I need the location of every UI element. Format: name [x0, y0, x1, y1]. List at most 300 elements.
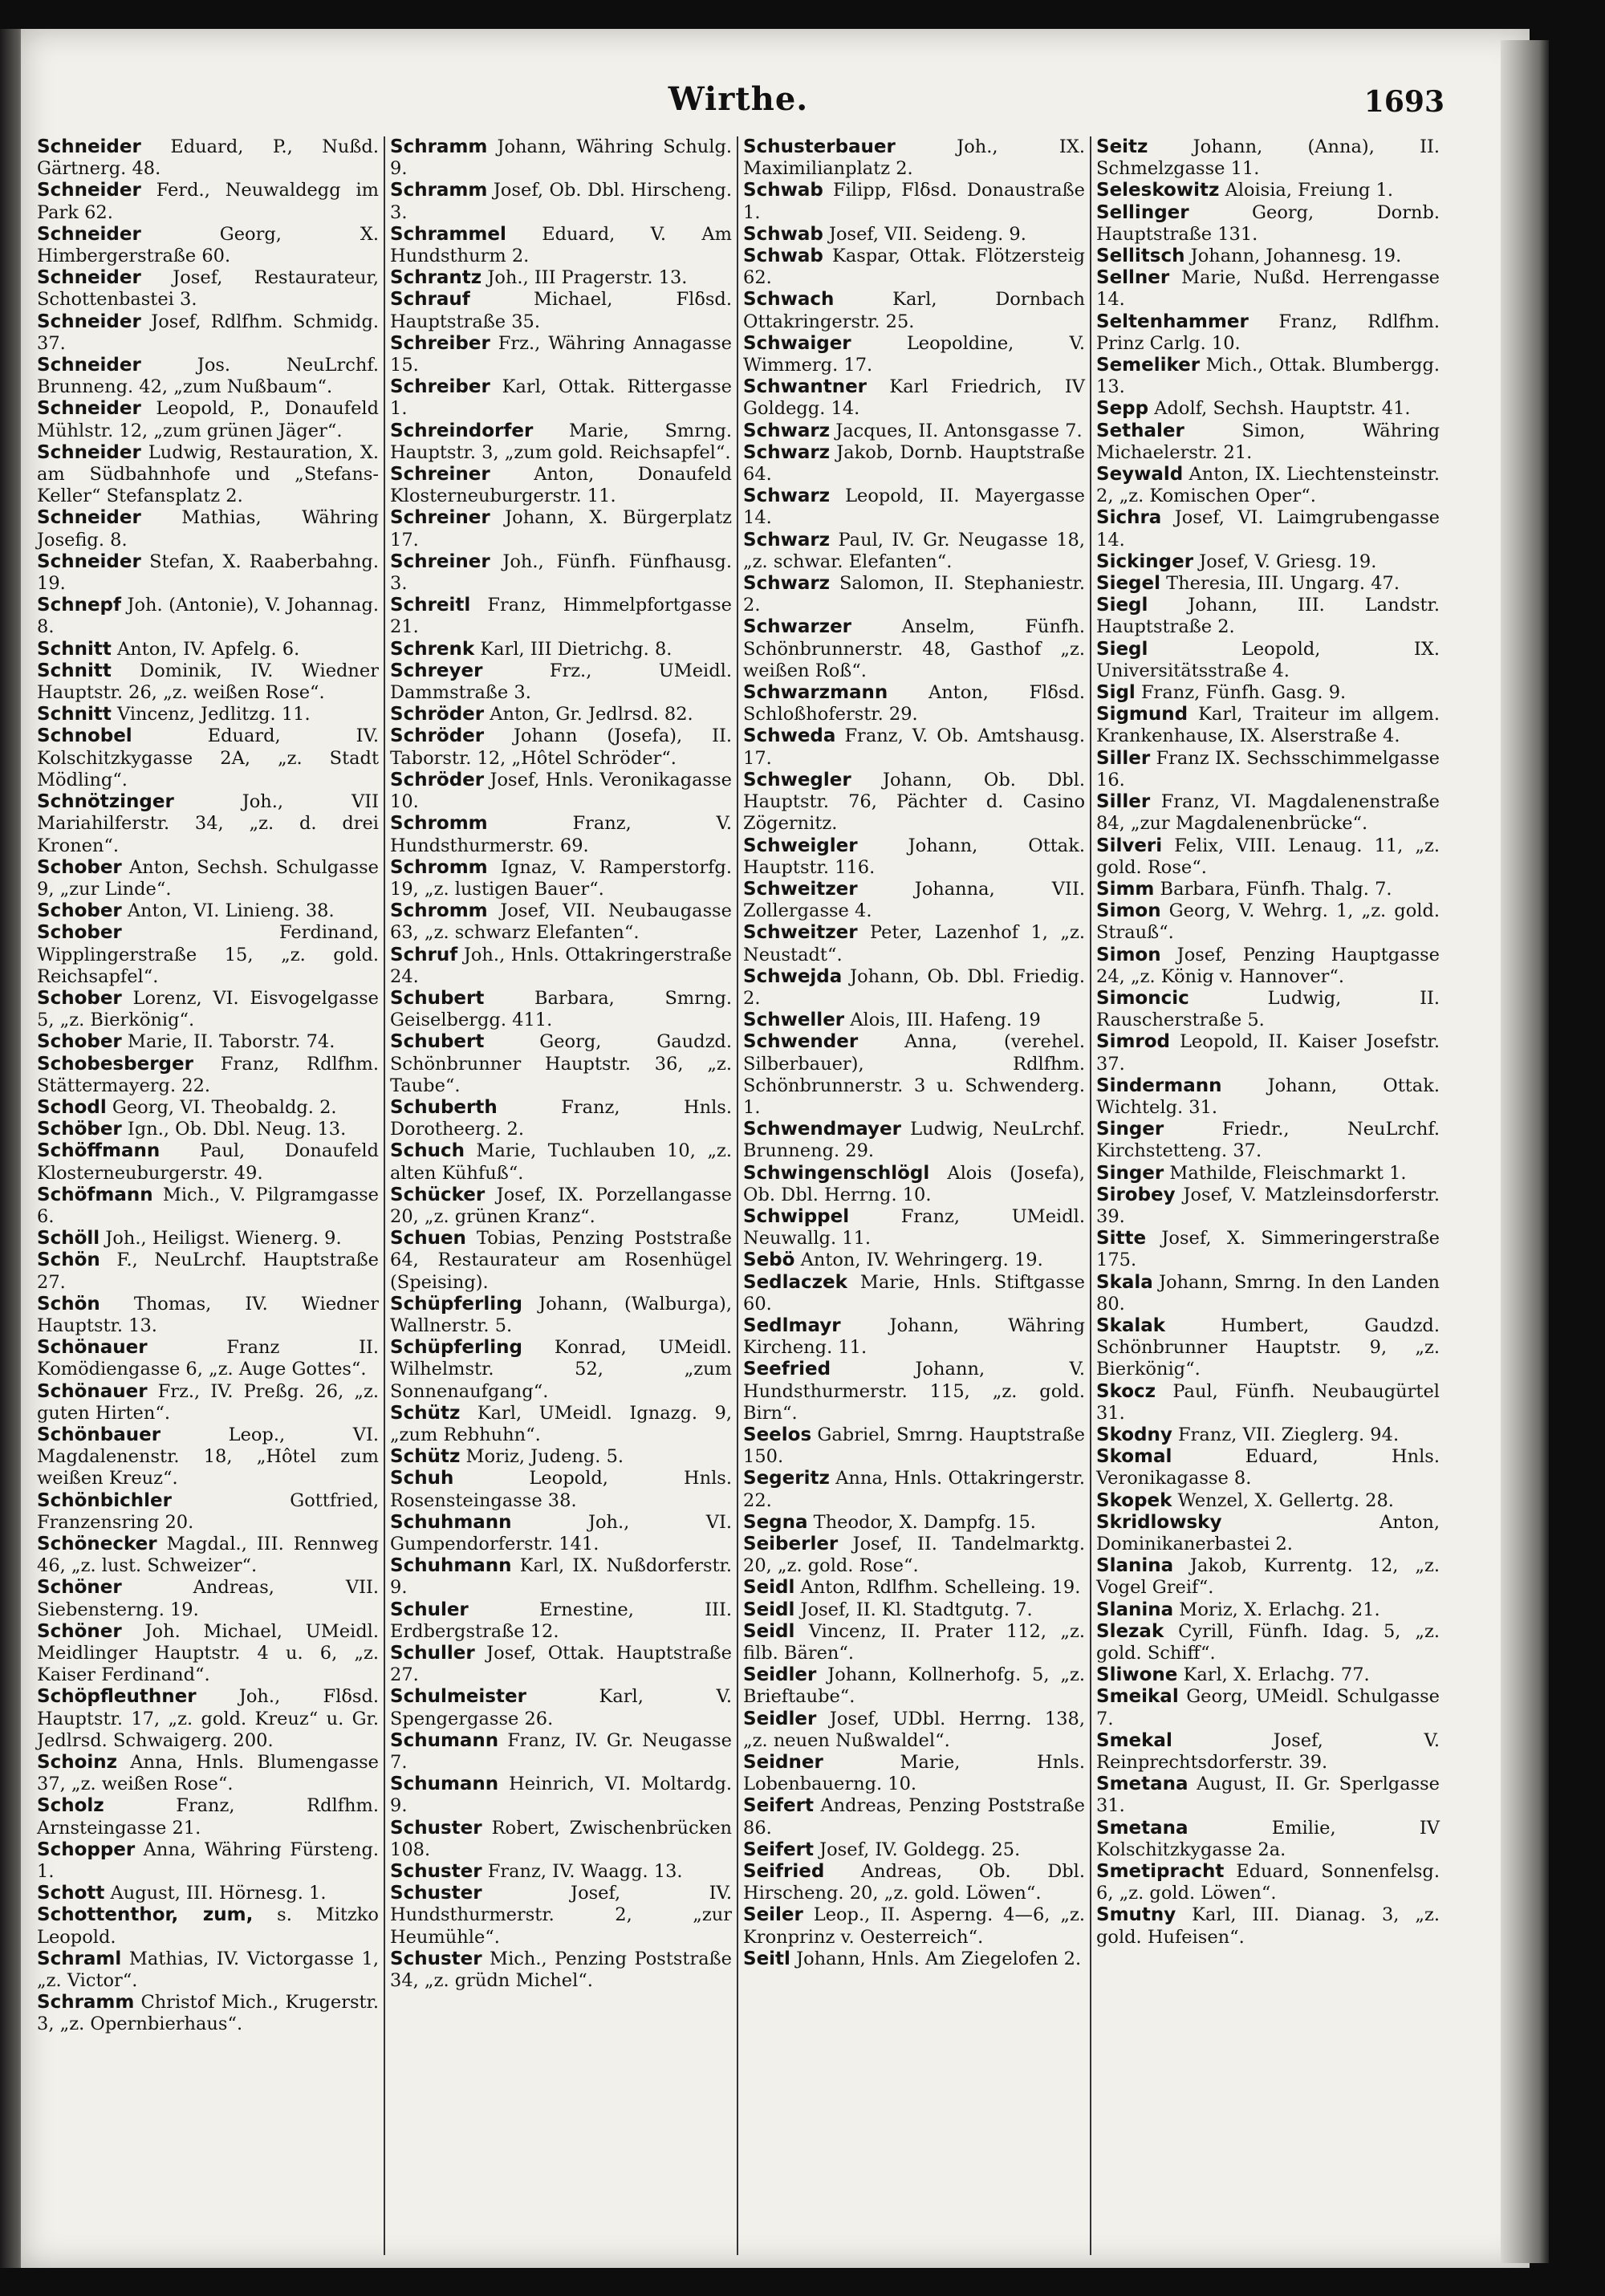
entry-surname: Schreiner — [390, 464, 490, 486]
entry-details: Anton, Flδsd. Schloßhoferstr. 29. — [743, 682, 1085, 725]
entry-surname: Seidl — [743, 1599, 795, 1620]
entry-details: Franz, Rdlfhm. Stättermayerg. 22. — [37, 1053, 379, 1096]
entry-surname: Schodl — [37, 1096, 107, 1118]
directory-entry — [37, 1337, 379, 1380]
entry-details: Frz., IV. Preßg. 26, „z. guten Hirten“. — [37, 1380, 379, 1424]
entry-details: Joh., IX. Maximilianplatz 2. — [743, 136, 1085, 180]
entry-surname: Schröder — [390, 704, 485, 725]
entry-surname: Skocz — [1096, 1380, 1156, 1402]
directory-entry — [1096, 1904, 1440, 1948]
entry-surname: Schuller — [390, 1643, 475, 1664]
directory-entry — [1096, 595, 1440, 638]
directory-entry — [1096, 1861, 1440, 1904]
entry-details: Marie, Smrng. Hauptstr. 3, „zum gold. Reichsapfel“. — [390, 420, 732, 463]
directory-entry — [743, 376, 1085, 420]
entry-surname: Schöpfleuthner — [37, 1686, 197, 1708]
entry-surname: Schott — [37, 1883, 105, 1904]
entry-surname: Schön — [37, 1250, 100, 1271]
directory-entry — [390, 1730, 732, 1774]
entry-surname: Sellner — [1096, 267, 1170, 289]
directory-entry — [390, 507, 732, 551]
directory-entry — [1096, 464, 1440, 507]
directory-entry — [743, 966, 1085, 1010]
entry-details: Franz, UMeidl. Neuwallg. 11. — [743, 1205, 1085, 1250]
entry-details: Josef, Ottak. Hauptstraße 27. — [390, 1643, 732, 1686]
entry-surname: Schreiner — [390, 507, 490, 529]
entry-details: Leopoldine, V. Wimmerg. 17. — [743, 332, 1085, 376]
entry-details: Joh. Michael, UMeidl. Meidlinger Hauptstr. 4 u. 6, „z. Kaiser Ferdinand“. — [37, 1620, 379, 1686]
entry-details: Ernestine, III. Erdbergstraße 12. — [390, 1599, 732, 1642]
entry-surname: Schneider — [37, 223, 141, 245]
entry-surname: Schweitzer — [743, 922, 858, 944]
entry-surname: Schreiber — [390, 376, 490, 398]
entry-details: Vincenz, Jedlitzg. 11. — [111, 704, 311, 725]
directory-entry — [743, 442, 1085, 486]
entry-details: Franz, Rdlfhm. Prinz Carlg. 10. — [1096, 311, 1440, 354]
entry-surname: Schwarzmann — [743, 682, 888, 704]
entry-details: Anton, IX. Liechtensteinstr. 2, „z. Komischen Oper“. — [1096, 464, 1440, 507]
entry-surname: Schwegler — [743, 769, 851, 790]
entry-surname: Schubert — [390, 1031, 485, 1053]
entry-details: Mich., Ottak. Blumbergg. 13. — [1096, 355, 1440, 398]
directory-entry — [1096, 311, 1440, 355]
directory-entry — [743, 333, 1085, 376]
entry-details: Anton, Gr. Jedlrsd. 82. — [484, 704, 693, 725]
entry-details: Franz, Himmelpfortgasse 21. — [390, 595, 732, 638]
entry-details: Franz, Fünfh. Gasg. 9. — [1135, 682, 1347, 704]
entry-details: Josef, Restaurateur, Schottenbastei 3. — [37, 267, 379, 311]
directory-entry — [1096, 1228, 1440, 1271]
entry-details: Emilie, IV Kolschitzkygasse 2a. — [1096, 1817, 1440, 1860]
directory-entry — [743, 1315, 1085, 1359]
entry-surname: Schuster — [390, 1861, 482, 1883]
entry-details: Karl, IX. Nußdorferstr. 9. — [390, 1555, 732, 1599]
entry-surname: Sebö — [743, 1250, 795, 1271]
directory-entry — [390, 464, 732, 507]
entry-surname: Sitte — [1096, 1228, 1147, 1250]
entry-surname: Sichra — [1096, 507, 1162, 529]
directory-entry — [37, 1294, 379, 1337]
directory-entry — [743, 1163, 1085, 1206]
entry-details: Eduard, Sonnenfelsg. 6, „z. gold. Löwen“. — [1096, 1861, 1440, 1904]
entry-surname: Schramm — [390, 136, 488, 157]
directory-entry — [1096, 180, 1440, 201]
entry-details: Josef, VI. Laimgrubengasse 14. — [1096, 507, 1440, 551]
entry-details: Johann, V. Hundsthurmerstr. 115, „z. gold. Birn“. — [743, 1359, 1085, 1424]
entry-surname: Seleskowitz — [1096, 180, 1220, 201]
entry-details: Ignaz, V. Ramperstorfg. 19, „z. lustigen Bauer“. — [390, 856, 732, 900]
directory-entry — [390, 1446, 732, 1468]
entry-details: Johann, Johannesg. 19. — [1184, 246, 1402, 267]
entry-details: Theodor, X. Dampfg. 15. — [807, 1511, 1036, 1533]
directory-entry — [1096, 1555, 1440, 1599]
entry-details: Johann, Ob. Dbl. Hauptstr. 76, Pächter d. Casino Zögernitz. — [743, 769, 1085, 835]
entry-details: Leopold, Hnls. Rosensteingasse 38. — [390, 1468, 732, 1511]
entry-details: Eduard, Hnls. Veronikagasse 8. — [1096, 1446, 1440, 1489]
entry-details: Johann, Kollnerhofg. 5, „z. Brieftaube“. — [743, 1664, 1085, 1708]
entry-surname: Schramm — [37, 1992, 135, 2014]
directory-entry — [390, 1097, 732, 1140]
entry-details: Marie, Hnls. Lobenbauerng. 10. — [743, 1752, 1085, 1795]
entry-details: Josef, Rdlfhm. Schmidg. 37. — [37, 311, 379, 354]
entry-details: Joh., III Pragerstr. 13. — [482, 267, 688, 289]
entry-details: Joh., Hnls. Ottakringerstraße 24. — [390, 944, 732, 987]
directory-entry — [390, 1228, 732, 1294]
entry-surname: Schröder — [390, 769, 485, 790]
entry-details: Georg, Dornb. Hauptstraße 131. — [1096, 201, 1440, 245]
directory-entry — [1096, 1424, 1440, 1446]
directory-entry — [390, 725, 732, 769]
directory-entry — [390, 704, 732, 725]
directory-entry — [1096, 421, 1440, 464]
entry-details: Josef, Ob. Dbl. Hirscheng. 3. — [390, 180, 732, 223]
directory-entry — [743, 1359, 1085, 1424]
directory-entry — [390, 421, 732, 464]
entry-details: Ferdinand, Wipplingerstraße 15, „z. gold. Reichsapfel“. — [37, 922, 379, 987]
entry-details: Anton, IV. Wehringerg. 19. — [794, 1250, 1043, 1271]
directory-entry — [390, 333, 732, 376]
entry-surname: Seidler — [743, 1708, 817, 1729]
entry-details: Josef, IV. Goldegg. 25. — [814, 1839, 1021, 1860]
entry-details: Adolf, Sechsh. Hauptstr. 41. — [1148, 398, 1411, 420]
entry-details: Eduard, V. Am Hundsthurm 2. — [390, 223, 732, 267]
directory-entry — [743, 835, 1085, 879]
directory-entry — [390, 1140, 732, 1184]
entry-details: Johann, III. Landstr. Hauptstraße 2. — [1096, 595, 1440, 638]
entry-details: Josef, VII. Seideng. 9. — [823, 223, 1026, 245]
entry-details: Josef, VII. Neubaugasse 63, „z. schwarz Elefanten“. — [390, 900, 732, 944]
entry-details: Anna, Hnls. Blumengasse 37, „z. weißen Rose“. — [37, 1752, 379, 1795]
directory-entry — [1096, 551, 1440, 573]
entry-surname: Schnobel — [37, 725, 132, 747]
entry-surname: Schnötzinger — [37, 791, 174, 813]
directory-entry — [37, 900, 379, 922]
entry-details: Marie, Hnls. Stiftgasse 60. — [743, 1271, 1085, 1315]
directory-entry — [37, 725, 379, 791]
entry-surname: Schuster — [390, 1948, 482, 1969]
directory-entry — [743, 1861, 1085, 1904]
entry-surname: Slezak — [1096, 1620, 1164, 1642]
entry-surname: Schuch — [390, 1140, 465, 1162]
directory-entry — [390, 376, 732, 420]
entry-details: Josef, V. Reinprechtsdorferstr. 39. — [1096, 1729, 1440, 1774]
entry-details: Anselm, Fünfh. Schönbrunnerstr. 48, Gasthof „z. weißen Roß“. — [743, 616, 1085, 681]
entry-surname: Schön — [37, 1293, 100, 1315]
entry-details: Franz, V. Hundsthurmerstr. 69. — [390, 813, 732, 856]
directory-entry — [743, 1795, 1085, 1839]
directory-entry — [37, 224, 379, 267]
entry-details: Paul, IV. Gr. Neugasse 18, „z. schwar. Elefanten“. — [743, 529, 1085, 572]
directory-entry — [1096, 1621, 1440, 1664]
directory-entry — [37, 595, 379, 638]
directory-entry — [743, 289, 1085, 332]
entry-details: Marie, II. Taborstr. 74. — [121, 1031, 335, 1053]
entry-surname: Schuhmann — [390, 1555, 512, 1577]
entry-surname: Simon — [1096, 900, 1161, 922]
directory-entry — [743, 682, 1085, 725]
directory-entry — [37, 507, 379, 551]
directory-entry — [390, 1512, 732, 1555]
directory-entry — [743, 573, 1085, 616]
entry-details: Karl, III Dietrichg. 8. — [474, 638, 672, 660]
entry-surname: Silveri — [1096, 835, 1163, 856]
entry-details: Franz, VI. Magdalenenstraße 84, „zur Magdalenenbrücke“. — [1096, 791, 1440, 835]
entry-details: Mich., V. Pilgramgasse 6. — [37, 1184, 379, 1227]
entry-surname: Seitl — [743, 1948, 790, 1969]
directory-entry — [390, 595, 732, 638]
entry-surname: Simrod — [1096, 1031, 1171, 1053]
entry-surname: Schöfmann — [37, 1184, 153, 1205]
entry-surname: Smetipracht — [1096, 1861, 1225, 1883]
entry-details: Moriz, Judeng. 5. — [460, 1446, 624, 1468]
directory-columns — [32, 136, 1444, 2255]
entry-details: Johann, (Walburga), Wallnerstr. 5. — [390, 1293, 732, 1336]
entry-surname: Schwab — [743, 223, 823, 245]
directory-entry — [743, 616, 1085, 682]
directory-entry — [37, 1119, 379, 1140]
directory-entry — [743, 1031, 1085, 1119]
entry-details: Josef, II. Kl. Stadtgutg. 7. — [794, 1599, 1033, 1620]
entry-details: Alois (Josefa), Ob. Dbl. Herrng. 10. — [743, 1162, 1085, 1205]
entry-details: Anton, Donaufeld Klosterneuburgerstr. 11. — [390, 464, 732, 507]
directory-entry — [1096, 835, 1440, 879]
directory-entry — [1096, 246, 1440, 267]
directory-entry — [37, 1883, 379, 1904]
entry-details: Georg, VI. Theobaldg. 2. — [106, 1096, 337, 1118]
directory-entry — [390, 1337, 732, 1403]
entry-details: Friedr., NeuLrchf. Kirchstetteng. 37. — [1096, 1119, 1440, 1162]
directory-entry — [390, 1774, 732, 1817]
directory-entry — [1096, 398, 1440, 420]
directory-entry — [743, 1010, 1085, 1031]
directory-entry — [37, 1795, 379, 1839]
entry-surname: Sedlaczek — [743, 1271, 847, 1293]
entry-surname: Smetana — [1096, 1817, 1189, 1839]
directory-entry — [390, 1294, 732, 1337]
page-header — [32, 80, 1444, 128]
entry-surname: Schober — [37, 856, 122, 878]
directory-entry — [1096, 202, 1440, 246]
directory-entry — [743, 1752, 1085, 1795]
entry-details: Aloisia, Freiung 1. — [1219, 180, 1394, 201]
entry-surname: Schweller — [743, 1010, 845, 1031]
directory-entry — [390, 945, 732, 988]
entry-details: Gottfried, Franzensring 20. — [37, 1489, 379, 1533]
entry-surname: Schruf — [390, 944, 458, 965]
entry-surname: Schönauer — [37, 1380, 148, 1402]
entry-details: s. Mitzko Leopold. — [37, 1904, 379, 1948]
entry-details: Karl Friedrich, IV Goldegg. 14. — [743, 376, 1085, 420]
directory-entry — [390, 1883, 732, 1949]
entry-details: Georg, X. Himbergerstraße 60. — [37, 223, 379, 267]
entry-details: Ludwig, II. Rauscherstraße 5. — [1096, 987, 1440, 1031]
directory-entry — [1096, 1272, 1440, 1315]
directory-entry — [743, 725, 1085, 769]
directory-entry — [1096, 355, 1440, 398]
directory-entry — [37, 1904, 379, 1948]
column-1 — [32, 136, 385, 2255]
entry-surname: Smutny — [1096, 1904, 1176, 1926]
directory-entry — [37, 660, 379, 704]
entry-surname: Sirobey — [1096, 1184, 1176, 1205]
entry-details: Franz, Hnls. Dorotheerg. 2. — [390, 1096, 732, 1140]
entry-surname: Seifert — [743, 1839, 814, 1860]
entry-surname: Smeikal — [1096, 1686, 1179, 1708]
entry-details: Josef, X. Simmeringerstraße 175. — [1096, 1228, 1440, 1271]
directory-entry — [743, 1206, 1085, 1250]
entry-surname: Schwendmayer — [743, 1119, 901, 1140]
directory-entry — [37, 857, 379, 900]
entry-details: Marie, Nußd. Herrengasse 14. — [1096, 267, 1440, 311]
entry-details: Dominik, IV. Wiedner Hauptstr. 26, „z. weißen Rose“. — [37, 660, 379, 704]
directory-entry — [1096, 1185, 1440, 1228]
entry-surname: Schöber — [37, 1119, 122, 1140]
directory-entry — [743, 486, 1085, 529]
entry-details: Karl, V. Spengergasse 26. — [390, 1686, 732, 1729]
entry-details: Tobias, Penzing Poststraße 64, Restaurateur am Rosenhügel (Speising). — [390, 1228, 732, 1293]
entry-surname: Schober — [37, 987, 122, 1009]
entry-details: Joh., Heiligst. Wienerg. 9. — [100, 1228, 342, 1250]
directory-entry — [37, 442, 379, 508]
entry-surname: Siegl — [1096, 595, 1148, 616]
entry-surname: Schromm — [390, 856, 488, 878]
entry-surname: Seifert — [743, 1795, 814, 1817]
entry-surname: Schreindorfer — [390, 420, 534, 441]
directory-entry — [743, 421, 1085, 442]
entry-surname: Skomal — [1096, 1446, 1172, 1468]
entry-details: Anna, Hnls. Ottakringerstr. 22. — [743, 1468, 1085, 1511]
directory-entry — [37, 267, 379, 311]
entry-details: Franz, VII. Zieglerg. 94. — [1172, 1424, 1400, 1445]
directory-entry — [743, 1621, 1085, 1664]
entry-details: Georg, V. Wehrg. 1, „z. gold. Strauß“. — [1096, 900, 1440, 944]
entry-details: Joh. (Antonie), V. Johannag. 8. — [37, 595, 379, 638]
entry-surname: Schneider — [37, 267, 141, 289]
directory-entry — [1096, 1512, 1440, 1555]
entry-surname: Schwarz — [743, 486, 831, 507]
entry-details: Cyrill, Fünfh. Idag. 5, „z. gold. Schiff“. — [1096, 1620, 1440, 1664]
directory-entry — [390, 857, 732, 900]
entry-details: Andreas, VII. Siebensterng. 19. — [37, 1577, 379, 1620]
entry-details: Johann, Ottak. Wichtelg. 31. — [1096, 1075, 1440, 1118]
entry-details: Anton, Rdlfhm. Schelleing. 19. — [794, 1577, 1081, 1599]
directory-entry — [1096, 1774, 1440, 1817]
entry-details: Johann, Ob. Dbl. Friedig. 2. — [743, 965, 1085, 1009]
entry-surname: Schneider — [37, 441, 141, 463]
entry-surname: Schröder — [390, 725, 485, 747]
entry-details: Gabriel, Smrng. Hauptstraße 150. — [743, 1424, 1085, 1468]
entry-surname: Seidl — [743, 1577, 795, 1599]
directory-entry — [1096, 267, 1440, 311]
directory-entry — [1096, 1686, 1440, 1729]
directory-entry — [1096, 1730, 1440, 1774]
entry-details: Josef, II. Tandelmarktg. 20, „z. gold. Rose“. — [743, 1534, 1085, 1577]
entry-surname: Schwantner — [743, 376, 868, 398]
entry-surname: Schuen — [390, 1228, 466, 1250]
entry-surname: Seiler — [743, 1904, 803, 1926]
entry-surname: Schwarz — [743, 420, 831, 441]
entry-surname: Schöll — [37, 1228, 100, 1250]
entry-details: Alois, III. Hafeng. 19 — [844, 1010, 1041, 1031]
entry-details: Franz, IV. Gr. Neugasse 7. — [390, 1729, 732, 1774]
entry-details: Ferd., Neuwaldegg im Park 62. — [37, 180, 379, 223]
entry-details: Andreas, Ob. Dbl. Hirscheng. 20, „z. gold. Löwen“. — [743, 1861, 1085, 1904]
directory-entry — [390, 267, 732, 289]
directory-entry — [1096, 1490, 1440, 1512]
entry-surname: Schüpferling — [390, 1337, 522, 1359]
entry-details: Franz, Rdlfhm. Arnsteingasse 21. — [37, 1795, 379, 1839]
entry-details: Anton, IV. Apfelg. 6. — [111, 638, 300, 660]
entry-surname: Schuberth — [390, 1096, 498, 1118]
entry-surname: Schrauf — [390, 289, 470, 311]
entry-surname: Schramm — [390, 180, 488, 201]
directory-entry — [390, 551, 732, 595]
directory-entry — [37, 136, 379, 180]
entry-surname: Schneider — [37, 398, 141, 420]
entry-surname: Schwab — [743, 246, 823, 267]
directory-entry — [37, 1534, 379, 1577]
entry-surname: Seitz — [1096, 136, 1148, 157]
entry-surname: Schottenthor, zum, — [37, 1904, 254, 1926]
entry-surname: Seidner — [743, 1752, 823, 1774]
directory-entry — [390, 660, 732, 704]
entry-details: Johann, (Anna), II. Schmelzgasse 11. — [1096, 136, 1440, 180]
entry-details: Simon, Währing Michaelerstr. 21. — [1096, 420, 1440, 463]
entry-surname: Schusterbauer — [743, 136, 896, 157]
directory-entry — [743, 1949, 1085, 1970]
entry-surname: Schumann — [390, 1774, 499, 1795]
entry-details: Felix, VIII. Lenaug. 11, „z. gold. Rose“. — [1096, 835, 1440, 878]
entry-surname: Schöner — [37, 1620, 122, 1642]
directory-entry — [1096, 879, 1440, 900]
directory-entry — [1096, 1664, 1440, 1686]
entry-surname: Schwender — [743, 1031, 859, 1053]
directory-entry — [37, 1097, 379, 1119]
entry-surname: Siegel — [1096, 573, 1160, 595]
entry-details: Joh., Flδsd. Hauptstr. 17, „z. gold. Kreuz“ u. Gr. Jedlrsd. Schwaigerg. 200. — [37, 1686, 379, 1751]
entry-surname: Singer — [1096, 1162, 1164, 1184]
entry-surname: Schneider — [37, 355, 141, 376]
directory-entry — [390, 289, 732, 332]
entry-details: Moriz, X. Erlachg. 21. — [1173, 1599, 1380, 1620]
entry-details: Wenzel, X. Gellertg. 28. — [1172, 1489, 1394, 1511]
entry-surname: Schwejda — [743, 965, 843, 987]
entry-details: Josef, V. Griesg. 19. — [1193, 551, 1377, 572]
entry-details: Johann (Josefa), II. Taborstr. 12, „Hôtel Schröder“. — [390, 725, 732, 769]
directory-entry — [37, 355, 379, 398]
directory-entry — [37, 551, 379, 595]
entry-details: Josef, Penzing Hauptgasse 24, „z. König v. Hannover“. — [1096, 944, 1440, 987]
entry-details: Karl, Traiteur im allgem. Krankenhause, IX. Alserstraße 4. — [1096, 704, 1440, 747]
directory-entry — [743, 1664, 1085, 1708]
entry-surname: Seidl — [743, 1620, 795, 1642]
directory-entry — [1096, 748, 1440, 791]
directory-entry — [390, 988, 732, 1031]
directory-entry — [743, 1512, 1085, 1534]
directory-entry — [390, 1818, 732, 1861]
entry-surname: Seelos — [743, 1424, 812, 1445]
entry-details: Joh., Fünfh. Fünfhausg. 3. — [390, 551, 732, 595]
entry-details: Mathias, Währing Josefig. 8. — [37, 507, 379, 551]
entry-surname: Schreitl — [390, 595, 471, 616]
directory-entry — [37, 1031, 379, 1053]
directory-entry — [37, 1140, 379, 1184]
directory-entry — [390, 180, 732, 223]
directory-entry — [37, 398, 379, 441]
directory-entry — [37, 1752, 379, 1795]
directory-entry — [743, 922, 1085, 965]
directory-entry — [37, 922, 379, 988]
